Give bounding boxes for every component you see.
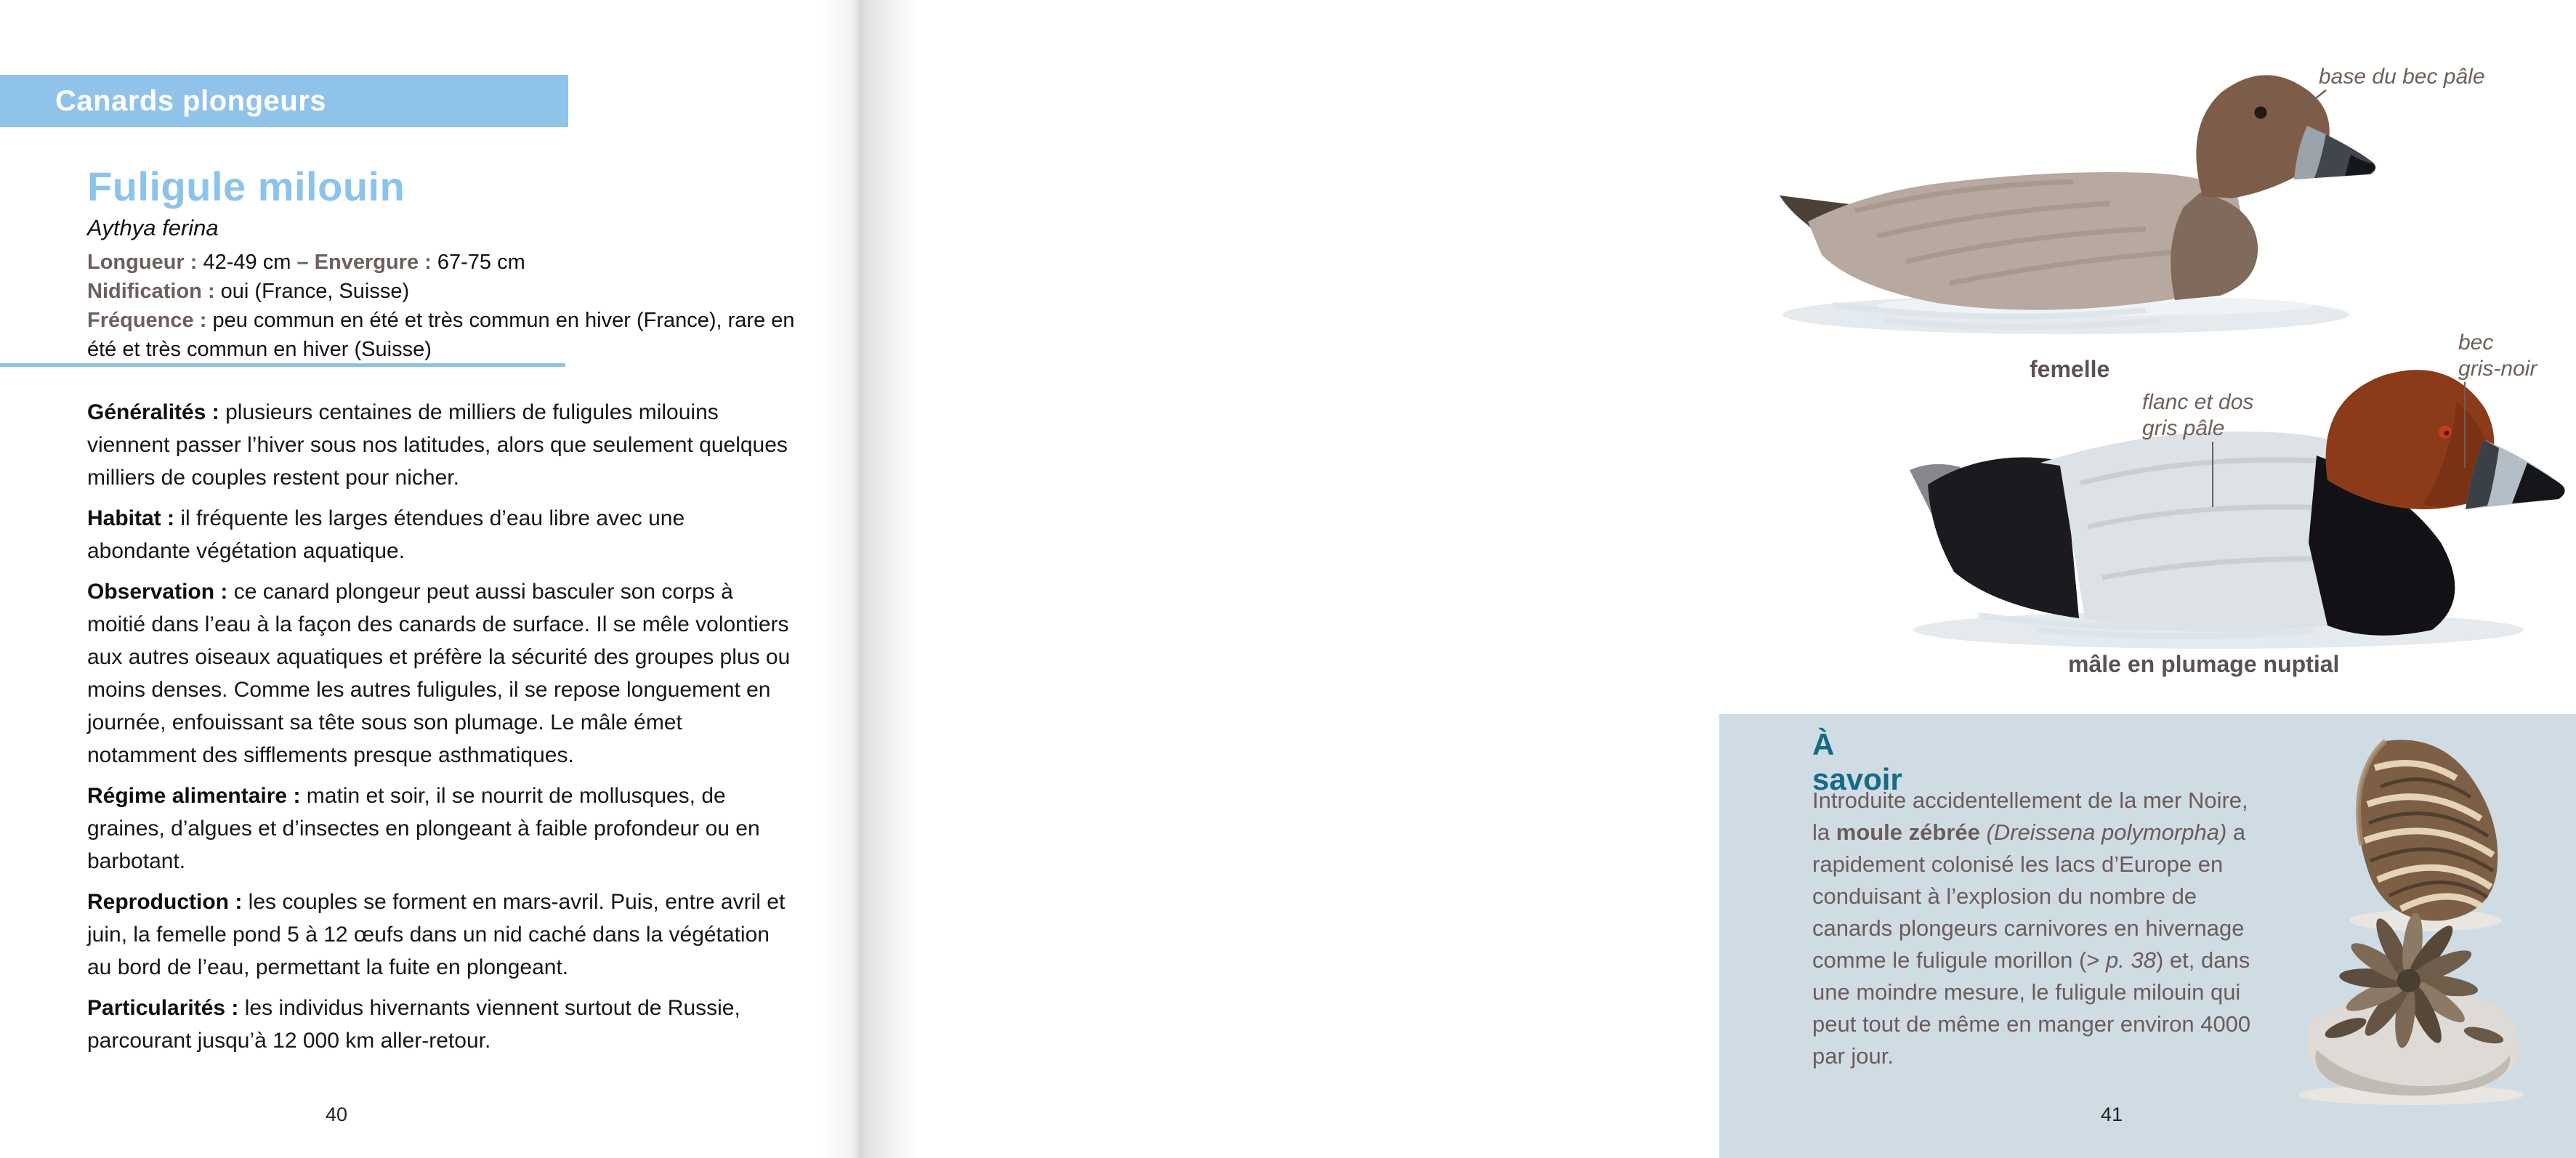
paragraph-label: Généralités : (87, 400, 219, 424)
paragraph-label: Observation : (87, 580, 228, 604)
section-header-band (0, 75, 568, 127)
info-text-bold: moule zébrée (1836, 819, 1980, 845)
spec-longueur-value: 42-49 cm (203, 251, 291, 274)
info-box-text (1812, 785, 2253, 1072)
paragraph-label: Habitat : (87, 506, 174, 530)
page-number-right: 41 (2101, 1104, 2123, 1125)
left-page (0, 0, 860, 1158)
caption-female: femelle (2030, 356, 2110, 382)
info-text-latin: (Dreissena polymorpha) (1979, 819, 2227, 845)
zebra-mussel-illustration (2317, 723, 2535, 941)
page-number-left: 40 (326, 1104, 348, 1125)
info-text-mid: a rapidement colonisé les lacs d’Europe en conduisant à l’explosion du nombre de canards plongeurs carnivores en hivernage comme le fuligule morillon (> (1812, 819, 2246, 973)
annotation-bill-male: bec gris-noir (2458, 331, 2537, 381)
spec-separator: – (296, 251, 309, 274)
species-description (87, 396, 791, 1065)
spec-longueur-label: Longueur : (87, 251, 198, 274)
leader-line-bill-base (2261, 89, 2327, 141)
paragraph-text: les individus hivernants viennent surtout de Russie, parcourant jusqu’à 12 000 km aller-retour. (87, 996, 740, 1053)
info-text-intro: Introduite accidentellement de la mer Noire, la (1812, 787, 2248, 845)
info-text-page-ref: p. 38 (2106, 947, 2156, 973)
paragraph-text: plusieurs centaines de milliers de fuligules milouins viennent passer l’hiver sous nos latitudes, alors que seulement quelques milliers de couples restent pour nicher. (87, 400, 788, 490)
paragraph-text: les couples se forment en mars-avril. Puis, entre avril et juin, la femelle pond 5 à 12 œufs dans un nid caché dans la végétation au bord de l’eau, permettant la fuite en plongeant. (87, 890, 786, 979)
spec-envergure-value: 67-75 cm (437, 251, 525, 274)
species-scientific-name: Aythya ferina (87, 215, 219, 240)
spec-envergure-label: Envergure : (314, 251, 432, 274)
species-title: Fuligule milouin (87, 163, 405, 209)
species-specs (87, 248, 821, 364)
spec-frequence-value: peu commun en été et très commun en hiver (France), rare en été et très commun en hiver (Suisse) (87, 309, 795, 361)
spec-line-size (87, 248, 821, 277)
paragraph-label: Reproduction : (87, 890, 243, 914)
annotation-bill-base: base du bec pâle (2319, 65, 2485, 89)
paragraph-text: ce canard plongeur peut aussi basculer son corps à moitié dans l’eau à la façon des canards de surface. Il se mêle volontiers aux autres oiseaux aquatiques et préfère la sécurité des groupes plus ou moins denses. Comme les autres fuligules, il se repose longuement en journée, enfouissant sa tête sous son plumage. Le mâle émet notamment des sifflements presque asthmatiques. (87, 580, 791, 767)
annotation-flank: flanc et dos gris pâle (2142, 390, 2254, 440)
leader-line-bill-male (2464, 382, 2466, 468)
mussel-cluster-illustration (2266, 912, 2556, 1108)
spec-line-nidification (87, 277, 821, 306)
paragraph-text: matin et soir, il se nourrit de mollusques, de graines, d’algues et d’insectes en plongeant à faible profondeur ou en barbotant. (87, 784, 760, 873)
description-paragraph (87, 396, 791, 494)
paragraph-label: Particularités : (87, 996, 239, 1020)
info-box-title: À savoir (1812, 727, 1902, 796)
spec-frequence-label: Fréquence : (87, 309, 207, 332)
right-page (860, 0, 2537, 1158)
spec-nidification-label: Nidification : (87, 280, 215, 303)
section-header: Canards plongeurs (55, 84, 327, 117)
description-paragraph (87, 992, 791, 1057)
spec-nidification-value: oui (France, Suisse) (220, 280, 410, 303)
spec-line-frequence (87, 306, 821, 364)
paragraph-label: Régime alimentaire : (87, 784, 301, 808)
description-paragraph (87, 502, 791, 567)
info-text-end: ) et, dans une moindre mesure, le fuligule milouin qui peut tout de même en manger environ 4000 par jour. (1812, 947, 2251, 1069)
leader-line-flank (2212, 442, 2213, 507)
description-paragraph (87, 575, 791, 772)
caption-male: mâle en plumage nuptial (2068, 651, 2340, 677)
paragraph-text: il fréquente les larges étendues d’eau libre avec une abondante végétation aquatique. (87, 506, 685, 563)
description-paragraph (87, 780, 791, 878)
section-divider-rule (0, 363, 565, 367)
description-paragraph (87, 886, 791, 984)
